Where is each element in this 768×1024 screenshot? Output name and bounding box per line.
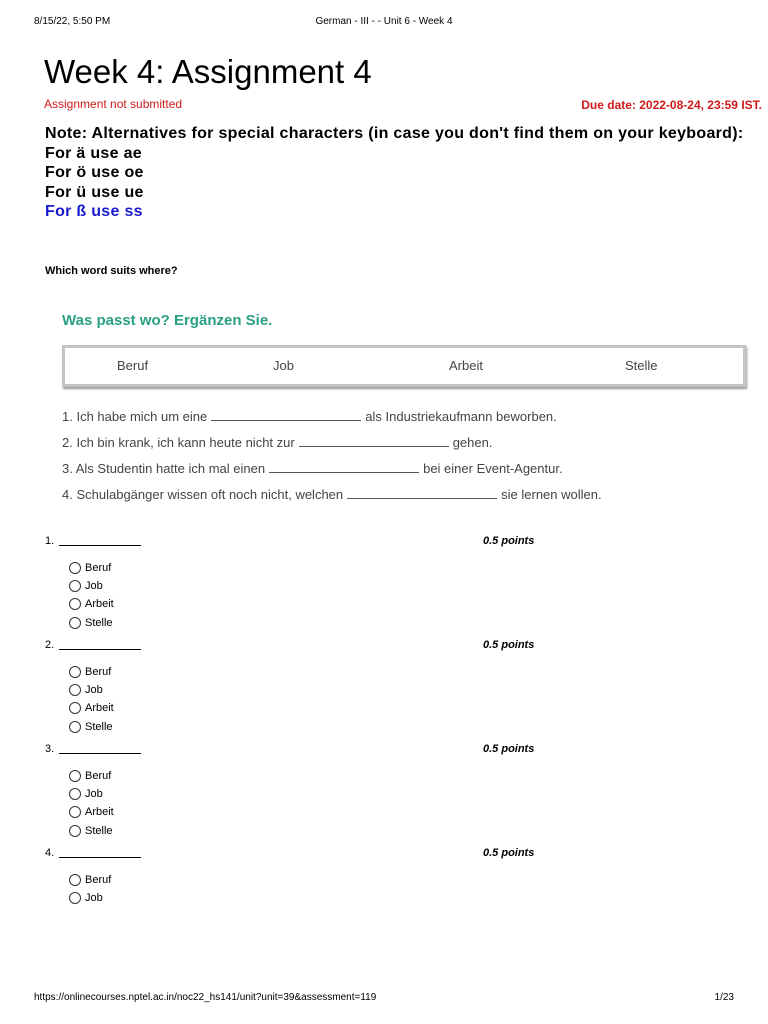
question-header bbox=[45, 535, 565, 549]
option-label: Job bbox=[85, 684, 103, 696]
option-label: Arbeit bbox=[85, 806, 114, 818]
question-number: 4. bbox=[45, 847, 55, 859]
answer-blank bbox=[59, 545, 141, 546]
radio-button[interactable] bbox=[69, 806, 81, 818]
question-header bbox=[45, 639, 565, 653]
option-label: Beruf bbox=[85, 874, 112, 886]
sentence-blank bbox=[269, 460, 419, 473]
sentence-number: 1. bbox=[62, 409, 73, 424]
option-label: Arbeit bbox=[85, 702, 114, 714]
sentence-before: Ich habe mich um eine bbox=[76, 409, 208, 424]
status-row bbox=[44, 97, 764, 115]
page-number: 1/23 bbox=[714, 992, 734, 1003]
answer-blank bbox=[59, 753, 141, 754]
question-header bbox=[45, 847, 565, 861]
sentence-number: 2. bbox=[62, 435, 73, 450]
due-date: Due date: 2022-08-24, 23:59 IST. bbox=[581, 98, 762, 112]
option-label: Job bbox=[85, 580, 103, 592]
radio-button[interactable] bbox=[69, 666, 81, 678]
sentence-blank bbox=[299, 434, 449, 447]
sentence-number: 4. bbox=[62, 487, 73, 502]
exercise-sentence bbox=[62, 460, 563, 476]
sentence-blank bbox=[347, 486, 497, 499]
radio-button[interactable] bbox=[69, 617, 81, 629]
option-label: Stelle bbox=[85, 721, 113, 733]
sentence-before: Ich bin krank, ich kann heute nicht zur bbox=[76, 435, 295, 450]
radio-button[interactable] bbox=[69, 721, 81, 733]
question-number: 3. bbox=[45, 743, 55, 755]
sentence-number: 3. bbox=[62, 461, 73, 476]
note-line: For ß use ss bbox=[45, 203, 143, 220]
note-line: For ö use oe bbox=[45, 164, 144, 181]
option-label: Job bbox=[85, 892, 103, 904]
radio-button[interactable] bbox=[69, 770, 81, 782]
radio-button[interactable] bbox=[69, 702, 81, 714]
exercise-heading: Was passt wo? Ergänzen Sie. bbox=[62, 312, 273, 329]
option-label: Beruf bbox=[85, 666, 112, 678]
exercise-sentence bbox=[62, 486, 602, 502]
question-points: 0.5 points bbox=[483, 535, 535, 547]
radio-button[interactable] bbox=[69, 598, 81, 610]
option-label: Job bbox=[85, 788, 103, 800]
print-header bbox=[0, 16, 768, 32]
note-line: Note: Alternatives for special characters (in case you don't find them on your keyboard): bbox=[45, 125, 744, 142]
radio-button[interactable] bbox=[69, 684, 81, 696]
note-line: For ä use ae bbox=[45, 144, 142, 162]
radio-button[interactable] bbox=[69, 874, 81, 886]
sentence-blank bbox=[211, 408, 361, 421]
question-points: 0.5 points bbox=[483, 743, 535, 755]
exercise-image bbox=[56, 302, 756, 512]
question-points: 0.5 points bbox=[483, 847, 535, 859]
answer-blank bbox=[59, 649, 141, 650]
submission-status: Assignment not submitted bbox=[44, 97, 183, 111]
option-label: Arbeit bbox=[85, 598, 114, 610]
word-box-item: Job bbox=[273, 358, 294, 373]
print-timestamp: 8/15/22, 5:50 PM bbox=[34, 16, 111, 27]
sentence-after: gehen. bbox=[452, 435, 493, 450]
question-text: Which word suits where? bbox=[45, 265, 178, 277]
question-points: 0.5 points bbox=[483, 639, 535, 651]
exercise-sentence bbox=[62, 408, 557, 424]
radio-button[interactable] bbox=[69, 580, 81, 592]
sentence-before: Als Studentin hatte ich mal einen bbox=[75, 461, 266, 476]
sentence-after: bei einer Event-Agentur. bbox=[423, 461, 563, 476]
word-box-item: Arbeit bbox=[449, 358, 483, 373]
special-characters-note bbox=[45, 124, 745, 222]
page-url: https://onlinecourses.nptel.ac.in/noc22_hs141/unit?unit=39&assessment=119 bbox=[34, 992, 377, 1003]
page-title: Week 4: Assignment 4 bbox=[44, 53, 372, 90]
radio-button[interactable] bbox=[69, 562, 81, 574]
exercise-sentence bbox=[62, 434, 492, 450]
sentence-after: als Industriekaufmann beworben. bbox=[365, 409, 557, 424]
sentence-after: sie lernen wollen. bbox=[501, 487, 602, 502]
option-label: Beruf bbox=[85, 770, 112, 782]
option-label: Stelle bbox=[85, 617, 113, 629]
print-footer bbox=[0, 992, 768, 1008]
radio-button[interactable] bbox=[69, 825, 81, 837]
radio-button[interactable] bbox=[69, 892, 81, 904]
option-label: Beruf bbox=[85, 562, 112, 574]
question-header bbox=[45, 743, 565, 757]
word-box-item: Stelle bbox=[625, 358, 658, 373]
answer-blank bbox=[59, 857, 141, 858]
option-label: Stelle bbox=[85, 825, 113, 837]
sentence-before: Schulabgänger wissen oft noch nicht, welchen bbox=[76, 487, 344, 502]
note-line: For ü use ue bbox=[45, 183, 144, 201]
question-number: 1. bbox=[45, 535, 55, 547]
word-box bbox=[62, 345, 746, 387]
question-number: 2. bbox=[45, 639, 55, 651]
radio-button[interactable] bbox=[69, 788, 81, 800]
word-box-item: Beruf bbox=[117, 358, 149, 373]
print-title: German - III - - Unit 6 - Week 4 bbox=[315, 16, 453, 27]
